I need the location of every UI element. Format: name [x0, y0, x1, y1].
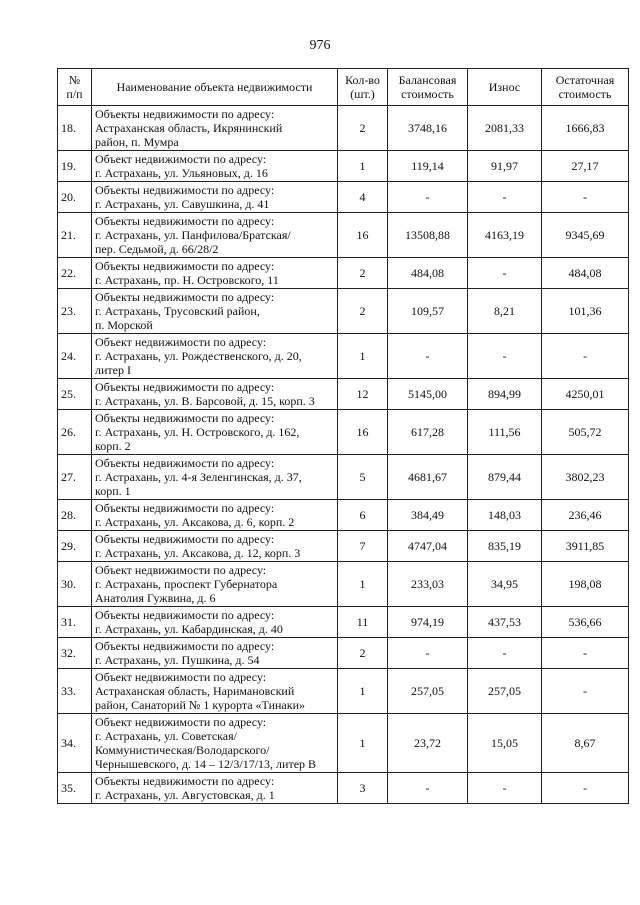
balance-value: 257,05: [388, 669, 468, 714]
row-num: 30.: [58, 562, 92, 607]
quantity: 4: [338, 182, 388, 213]
table-row: [58, 258, 629, 289]
balance-value: 23,72: [388, 714, 468, 773]
row-num: 18.: [58, 106, 92, 151]
wear-value: -: [468, 773, 542, 804]
property-table: [57, 68, 629, 804]
row-num: 34.: [58, 714, 92, 773]
object-name: Объекты недвижимости по адресу: г. Астрахань, ул. Савушкина, д. 41: [92, 182, 338, 213]
row-num: 29.: [58, 531, 92, 562]
table-row: [58, 562, 629, 607]
table-row: [58, 379, 629, 410]
wear-value: -: [468, 638, 542, 669]
wear-value: 34,95: [468, 562, 542, 607]
table-row: [58, 334, 629, 379]
balance-value: 233,03: [388, 562, 468, 607]
balance-value: 484,08: [388, 258, 468, 289]
residual-value: 9345,69: [542, 213, 629, 258]
row-num: 21.: [58, 213, 92, 258]
header-residual: Остаточная стоимость: [542, 69, 629, 106]
balance-value: -: [388, 638, 468, 669]
quantity: 1: [338, 562, 388, 607]
quantity: 11: [338, 607, 388, 638]
wear-value: 894,99: [468, 379, 542, 410]
quantity: 2: [338, 106, 388, 151]
page-number: 976: [309, 38, 331, 53]
object-name: Объекты недвижимости по адресу: г. Астрахань, ул. Аксакова, д. 12, корп. 3: [92, 531, 338, 562]
object-name: Объекты недвижимости по адресу: г. Астрахань, ул. 4-я Зеленгинская, д. 37, корп. 1: [92, 455, 338, 500]
object-name: Объекты недвижимости по адресу: г. Астрахань, ул. Пушкина, д. 54: [92, 638, 338, 669]
row-num: 22.: [58, 258, 92, 289]
table-row: [58, 182, 629, 213]
residual-value: 101,36: [542, 289, 629, 334]
balance-value: 4681,67: [388, 455, 468, 500]
residual-value: 198,08: [542, 562, 629, 607]
balance-value: 617,28: [388, 410, 468, 455]
row-num: 33.: [58, 669, 92, 714]
residual-value: -: [542, 182, 629, 213]
table-row: [58, 106, 629, 151]
residual-value: 3911,85: [542, 531, 629, 562]
object-name: Объект недвижимости по адресу: г. Астрахань, ул. Рождественского, д. 20, литер I: [92, 334, 338, 379]
balance-value: 974,19: [388, 607, 468, 638]
quantity: 12: [338, 379, 388, 410]
balance-value: 119,14: [388, 151, 468, 182]
table-row: [58, 289, 629, 334]
object-name: Объект недвижимости по адресу: г. Астрахань, проспект Губернатора Анатолия Гужвина, д. 6: [92, 562, 338, 607]
residual-value: 505,72: [542, 410, 629, 455]
wear-value: -: [468, 258, 542, 289]
residual-value: -: [542, 334, 629, 379]
row-num: 28.: [58, 500, 92, 531]
wear-value: 8,21: [468, 289, 542, 334]
wear-value: 835,19: [468, 531, 542, 562]
table-row: [58, 531, 629, 562]
object-name: Объекты недвижимости по адресу: г. Астрахань, ул. Аксакова, д. 6, корп. 2: [92, 500, 338, 531]
row-num: 32.: [58, 638, 92, 669]
balance-value: 3748,16: [388, 106, 468, 151]
header-wear: Износ: [468, 69, 542, 106]
quantity: 3: [338, 773, 388, 804]
row-num: 27.: [58, 455, 92, 500]
residual-value: 4250,01: [542, 379, 629, 410]
balance-value: -: [388, 773, 468, 804]
table-row: [58, 410, 629, 455]
row-num: 35.: [58, 773, 92, 804]
object-name: Объекты недвижимости по адресу: г. Астрахань, ул. В. Барсовой, д. 15, корп. 3: [92, 379, 338, 410]
wear-value: 879,44: [468, 455, 542, 500]
balance-value: -: [388, 334, 468, 379]
residual-value: -: [542, 773, 629, 804]
wear-value: 257,05: [468, 669, 542, 714]
table-row: [58, 773, 629, 804]
quantity: 16: [338, 213, 388, 258]
balance-value: -: [388, 182, 468, 213]
residual-value: 27,17: [542, 151, 629, 182]
table-row: [58, 151, 629, 182]
quantity: 2: [338, 258, 388, 289]
table-row: [58, 455, 629, 500]
header-qty: Кол-во (шт.): [338, 69, 388, 106]
quantity: 1: [338, 151, 388, 182]
quantity: 5: [338, 455, 388, 500]
residual-value: 8,67: [542, 714, 629, 773]
wear-value: 15,05: [468, 714, 542, 773]
wear-value: 111,56: [468, 410, 542, 455]
quantity: 7: [338, 531, 388, 562]
wear-value: -: [468, 334, 542, 379]
table-row: [58, 607, 629, 638]
row-num: 25.: [58, 379, 92, 410]
header-num: № п/п: [58, 69, 92, 106]
residual-value: 1666,83: [542, 106, 629, 151]
quantity: 2: [338, 638, 388, 669]
table-row: [58, 500, 629, 531]
table-row: [58, 638, 629, 669]
wear-value: 437,53: [468, 607, 542, 638]
quantity: 1: [338, 669, 388, 714]
wear-value: 148,03: [468, 500, 542, 531]
residual-value: 536,66: [542, 607, 629, 638]
quantity: 6: [338, 500, 388, 531]
row-num: 24.: [58, 334, 92, 379]
object-name: Объект недвижимости по адресу: г. Астрахань, ул. Советская/ Коммунистическая/Володарского/ Чернышевского, д. 14 – 12/3/17/13, литер В: [92, 714, 338, 773]
wear-value: 4163,19: [468, 213, 542, 258]
quantity: 1: [338, 334, 388, 379]
residual-value: 3802,23: [542, 455, 629, 500]
balance-value: 5145,00: [388, 379, 468, 410]
residual-value: -: [542, 669, 629, 714]
object-name: Объекты недвижимости по адресу: г. Астрахань, ул. Кабардинская, д. 40: [92, 607, 338, 638]
table-row: [58, 213, 629, 258]
wear-value: 2081,33: [468, 106, 542, 151]
header-name: Наименование объекта недвижимости: [92, 69, 338, 106]
object-name: Объект недвижимости по адресу: г. Астрахань, ул. Ульяновых, д. 16: [92, 151, 338, 182]
row-num: 31.: [58, 607, 92, 638]
object-name: Объекты недвижимости по адресу: г. Астрахань, Трусовский район, п. Морской: [92, 289, 338, 334]
table-header-row: [58, 69, 629, 106]
quantity: 2: [338, 289, 388, 334]
table-row: [58, 714, 629, 773]
row-num: 23.: [58, 289, 92, 334]
residual-value: 484,08: [542, 258, 629, 289]
object-name: Объект недвижимости по адресу: Астраханская область, Наримановский район, Санаторий № 1 курорта «Тинаки»: [92, 669, 338, 714]
wear-value: -: [468, 182, 542, 213]
header-balance: Балансовая стоимость: [388, 69, 468, 106]
row-num: 26.: [58, 410, 92, 455]
balance-value: 4747,04: [388, 531, 468, 562]
quantity: 16: [338, 410, 388, 455]
residual-value: 236,46: [542, 500, 629, 531]
wear-value: 91,97: [468, 151, 542, 182]
object-name: Объекты недвижимости по адресу: г. Астрахань, ул. Н. Островского, д. 162, корп. 2: [92, 410, 338, 455]
object-name: Объекты недвижимости по адресу: г. Астрахань, пр. Н. Островского, 11: [92, 258, 338, 289]
table-row: [58, 669, 629, 714]
balance-value: 109,57: [388, 289, 468, 334]
object-name: Объекты недвижимости по адресу: Астраханская область, Икрянинский район, п. Мумра: [92, 106, 338, 151]
balance-value: 384,49: [388, 500, 468, 531]
row-num: 19.: [58, 151, 92, 182]
object-name: Объекты недвижимости по адресу: г. Астрахань, ул. Августовская, д. 1: [92, 773, 338, 804]
balance-value: 13508,88: [388, 213, 468, 258]
residual-value: -: [542, 638, 629, 669]
object-name: Объекты недвижимости по адресу: г. Астрахань, ул. Панфилова/Братская/ пер. Седьмой, д. 66/28/2: [92, 213, 338, 258]
row-num: 20.: [58, 182, 92, 213]
quantity: 1: [338, 714, 388, 773]
